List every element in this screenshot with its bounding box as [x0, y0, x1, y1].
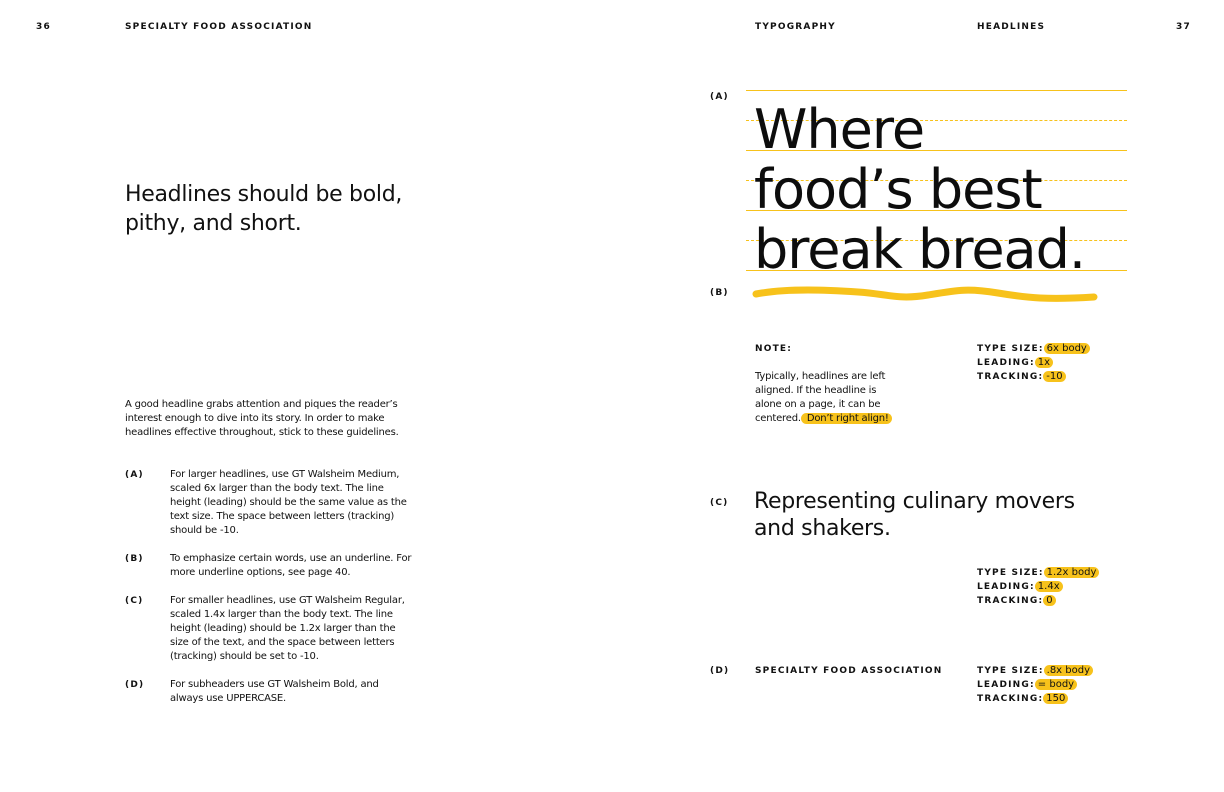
note-line: Typically, headlines are left [755, 371, 886, 382]
headline-line-1: Where [754, 98, 925, 161]
subheadline-line-2: and shakers. [754, 516, 891, 541]
note-line: aligned. If the headline is [755, 385, 877, 396]
spec-key: TRACKING: [977, 596, 1044, 606]
guideline-line: For larger headlines, use GT Walsheim Medium, [170, 469, 400, 480]
intro-line: headlines effective throughout, stick to these guidelines. [125, 427, 399, 438]
guideline-label: (C) [125, 596, 144, 606]
spec-key: TYPE SIZE: [977, 666, 1044, 676]
example-subheader: SPECIALTY FOOD ASSOCIATION [755, 666, 943, 676]
spec-value: 6x body [1044, 343, 1090, 354]
spec-d [977, 664, 1093, 706]
label-a: (A) [710, 92, 729, 102]
guideline-line: should be -10. [170, 525, 239, 536]
note-line: centered. [755, 413, 801, 424]
guideline-line: (tracking) should be set to -10. [170, 651, 319, 662]
section-title: TYPOGRAPHY [755, 22, 836, 32]
spec-value: -10 [1043, 371, 1065, 382]
guideline-d [125, 678, 415, 706]
guideline-c [125, 594, 415, 664]
baseline-guide [746, 90, 1127, 91]
intro-paragraph [125, 398, 399, 440]
guideline-line: height (leading) should be 1.2x larger than the [170, 623, 396, 634]
spec-value: 0 [1043, 595, 1055, 606]
right-page-number: 37 [1176, 22, 1191, 32]
spec-key: TRACKING: [977, 694, 1044, 704]
spec-value: 1.2x body [1044, 567, 1100, 578]
spec-key: TYPE SIZE: [977, 568, 1044, 578]
guideline-a [125, 468, 415, 538]
guideline-line: height (leading) should be the same value as the [170, 497, 407, 508]
guideline-b [125, 552, 415, 580]
left-running-title: SPECIALTY FOOD ASSOCIATION [125, 22, 313, 32]
guideline-line: scaled 6x larger than the body text. The line [170, 483, 384, 494]
label-b: (B) [710, 288, 729, 298]
guideline-line: more underline options, see page 40. [170, 567, 351, 578]
spec-value: 1x [1035, 357, 1053, 368]
subsection-title: HEADLINES [977, 22, 1046, 32]
lead-statement [125, 180, 402, 238]
example-large-headline [754, 100, 1085, 280]
spec-key: TYPE SIZE: [977, 344, 1044, 354]
note-highlight: Don’t right align! [801, 413, 892, 424]
guideline-line: always use UPPERCASE. [170, 693, 287, 704]
guideline-line: scaled 1.4x larger than the body text. The line [170, 609, 393, 620]
guideline-line: For subheaders use GT Walsheim Bold, and [170, 679, 379, 690]
intro-line: A good headline grabs attention and piques the reader’s [125, 399, 398, 410]
guideline-line: To emphasize certain words, use an underline. For [170, 553, 412, 564]
left-page-number: 36 [36, 22, 51, 32]
headline-line-2: food’s best [754, 158, 1042, 221]
spec-c [977, 566, 1099, 608]
spec-key: TRACKING: [977, 372, 1044, 382]
headline-line-3: break bread. [754, 218, 1086, 281]
note-text [755, 370, 955, 426]
spec-a [977, 342, 1090, 384]
guideline-line: For smaller headlines, use GT Walsheim Regular, [170, 595, 405, 606]
guideline-label: (A) [125, 470, 144, 480]
wavy-underline-squiggle [748, 284, 1104, 306]
intro-line: interest enough to dive into its story. In order to make [125, 413, 385, 424]
label-c: (C) [710, 498, 729, 508]
spec-value: .8x body [1044, 665, 1093, 676]
label-d: (D) [710, 666, 730, 676]
subheadline-line-1: Representing culinary movers [754, 489, 1075, 514]
example-small-headline [754, 488, 1075, 542]
spec-value: 1.4x [1035, 581, 1063, 592]
spec-value: 150 [1043, 693, 1068, 704]
guideline-line: text size. The space between letters (tracking) [170, 511, 395, 522]
guideline-line: size of the text, and the space between letters [170, 637, 395, 648]
spec-key: LEADING: [977, 358, 1035, 368]
guideline-label: (B) [125, 554, 144, 564]
guideline-label: (D) [125, 680, 145, 690]
spec-key: LEADING: [977, 680, 1035, 690]
lead-line-2: pithy, and short. [125, 211, 302, 236]
note-line: alone on a page, it can be [755, 399, 881, 410]
lead-line-1: Headlines should be bold, [125, 182, 403, 207]
spec-key: LEADING: [977, 582, 1035, 592]
note-label: NOTE: [755, 344, 793, 354]
spec-value: = body [1035, 679, 1077, 690]
